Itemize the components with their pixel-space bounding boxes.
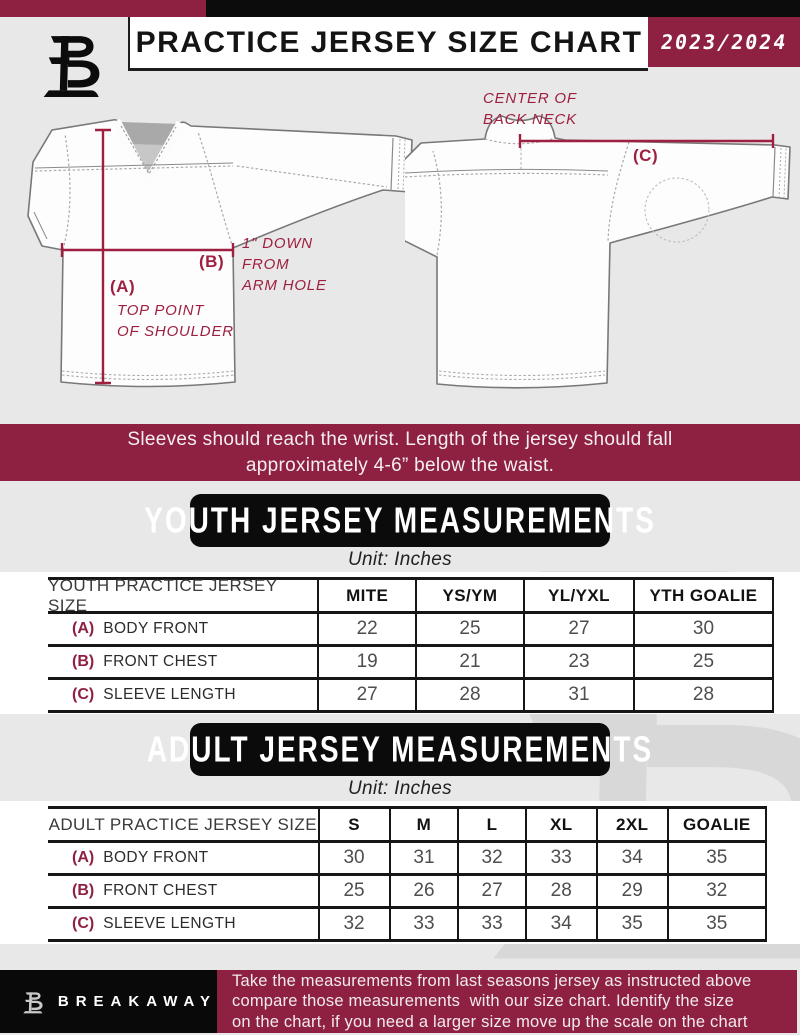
youth-header-goalie: YTH GOALIE	[633, 580, 772, 611]
adult-header-xl: XL	[525, 809, 596, 840]
youth-row-c-label: (C) SLEEVE LENGTH	[72, 686, 236, 703]
youth-a-ysym: 25	[415, 614, 523, 644]
jersey-back-diagram	[405, 95, 800, 405]
adult-b-goalie: 32	[667, 876, 765, 906]
youth-a-goalie: 30	[633, 614, 772, 644]
youth-section-title: YOUTH JERSEY MEASUREMENTS	[144, 499, 656, 540]
adult-a-xl: 33	[525, 843, 596, 873]
youth-size-table	[48, 577, 774, 713]
armhole-line2: FROM	[242, 256, 290, 273]
youth-a-ylyxl: 27	[523, 614, 633, 644]
youth-header-ylyxl: YL/YXL	[523, 580, 633, 611]
adult-row-a-label: (A) BODY FRONT	[72, 849, 209, 866]
youth-header-mite: MITE	[317, 580, 415, 611]
back-neck-annotation	[483, 88, 577, 130]
youth-c-ylyxl: 31	[523, 680, 633, 710]
youth-section-banner	[144, 494, 656, 547]
adult-header-2xl: 2XL	[596, 809, 667, 840]
adult-c-goalie: 35	[667, 909, 765, 939]
measure-b-label: (B)	[199, 252, 225, 271]
adult-c-2xl: 35	[596, 909, 667, 939]
fit-notice-line1: Sleeves should reach the wrist. Length of the jersey should fall	[127, 428, 673, 450]
shoulder-line2: OF SHOULDER	[117, 323, 234, 340]
table-row	[48, 680, 772, 713]
adult-unit-label: Unit: Inches	[348, 778, 452, 799]
adult-header-goalie: GOALIE	[667, 809, 765, 840]
table-row	[48, 843, 765, 876]
back-neck-line2: BACK NECK	[483, 111, 577, 128]
table-row	[48, 614, 772, 647]
adult-a-2xl: 34	[596, 843, 667, 873]
youth-c-goalie: 28	[633, 680, 772, 710]
adult-section-banner	[146, 723, 654, 776]
adult-c-m: 33	[389, 909, 458, 939]
youth-b-goalie: 25	[633, 647, 772, 677]
youth-b-ysym: 21	[415, 647, 523, 677]
youth-table-header-row	[48, 575, 772, 615]
footer-note-line1: Take the measurements from last seasons jersey as instructed above	[232, 971, 752, 990]
youth-header-size: YOUTH PRACTICE JERSEY SIZE	[48, 575, 278, 615]
adult-c-s: 32	[318, 909, 389, 939]
page-title: PRACTICE JERSEY SIZE CHART	[135, 25, 643, 59]
youth-row-a-label: (A) BODY FRONT	[72, 620, 209, 637]
top-strip-maroon	[0, 0, 206, 17]
adult-a-l: 32	[457, 843, 524, 873]
adult-header-l: L	[457, 809, 524, 840]
adult-b-l: 27	[457, 876, 524, 906]
adult-a-goalie: 35	[667, 843, 765, 873]
footer-note-line3: on the chart, if you need a larger size move up the scale on the chart	[232, 1012, 748, 1031]
adult-header-s: S	[318, 809, 389, 840]
youth-header-ysym: YS/YM	[415, 580, 523, 611]
fit-notice-line2: approximately 4-6” below the waist.	[245, 454, 555, 476]
page-title-box	[128, 17, 648, 71]
top-strip	[0, 0, 800, 17]
adult-c-l: 33	[457, 909, 524, 939]
measure-c-label: (C)	[633, 146, 659, 165]
adult-b-2xl: 29	[596, 876, 667, 906]
footer-instructions	[217, 970, 797, 1033]
table-row	[48, 647, 772, 680]
table-row	[48, 909, 765, 942]
adult-row-b-label: (B) FRONT CHEST	[72, 882, 218, 899]
adult-a-s: 30	[318, 843, 389, 873]
top-strip-black	[206, 0, 800, 17]
adult-header-size: ADULT PRACTICE JERSEY SIZE	[48, 814, 317, 834]
adult-c-xl: 34	[525, 909, 596, 939]
back-neck-line1: CENTER OF	[483, 90, 577, 107]
youth-b-mite: 19	[317, 647, 415, 677]
measure-a-label: (A)	[110, 277, 136, 296]
youth-row-b-label: (B) FRONT CHEST	[72, 653, 218, 670]
adult-header-m: M	[389, 809, 458, 840]
adult-b-m: 26	[389, 876, 458, 906]
season-badge	[648, 17, 800, 67]
breakaway-footer-logo	[22, 984, 45, 1020]
adult-size-table	[48, 806, 767, 942]
table-row	[48, 876, 765, 909]
youth-unit-label: Unit: Inches	[348, 549, 452, 570]
youth-c-ysym: 28	[415, 680, 523, 710]
footer-brand-name: BREAKAWAY	[57, 993, 217, 1010]
footer-note-line2: compare those measurements with our size chart. Identify the size	[232, 992, 735, 1011]
adult-b-s: 25	[318, 876, 389, 906]
adult-a-m: 31	[389, 843, 458, 873]
armhole-annotation	[242, 233, 327, 296]
breakaway-logo	[40, 27, 106, 101]
armhole-line3: ARM HOLE	[242, 277, 327, 294]
youth-b-ylyxl: 23	[523, 647, 633, 677]
armhole-line1: 1" DOWN	[242, 235, 313, 252]
adult-b-xl: 28	[525, 876, 596, 906]
shoulder-line1: TOP POINT	[117, 302, 205, 319]
adult-table-header-row	[48, 809, 765, 843]
adult-row-c-label: (C) SLEEVE LENGTH	[72, 915, 236, 932]
adult-section-title: ADULT JERSEY MEASUREMENTS	[146, 728, 654, 769]
fit-notice-banner	[0, 424, 800, 481]
footer-brand-block	[0, 970, 217, 1033]
youth-c-mite: 27	[317, 680, 415, 710]
season-label: 2023/2024	[659, 30, 789, 54]
shoulder-annotation	[117, 300, 234, 342]
youth-a-mite: 22	[317, 614, 415, 644]
